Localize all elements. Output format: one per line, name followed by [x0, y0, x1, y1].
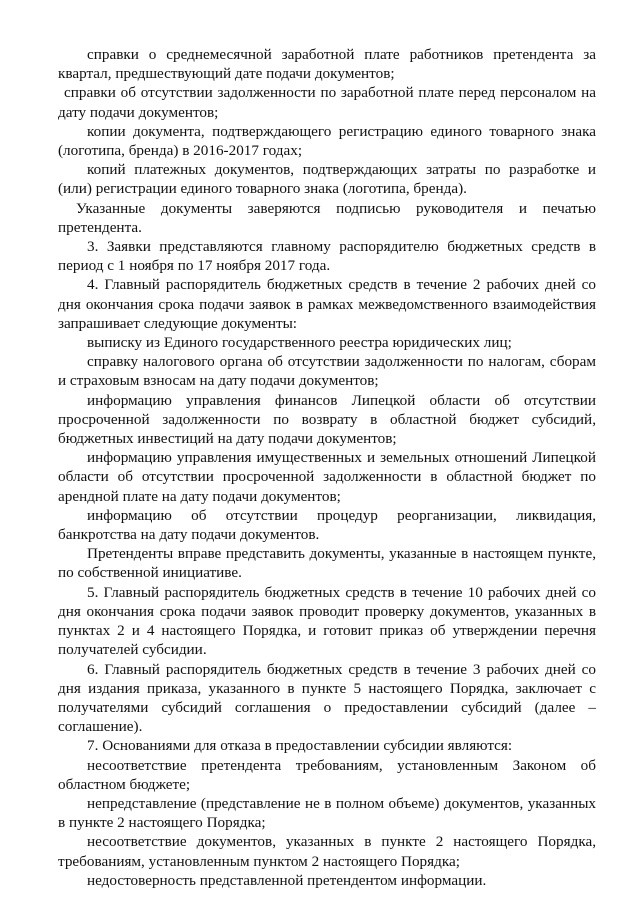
paragraph: несоответствие документов, указанных в пункте 2 настоящего Порядка, требованиям, установленным пунктом 2 настоящего Порядка; — [58, 833, 596, 870]
paragraph: справки об отсутствии задолженности по заработной плате перед персоналом на дату подачи документов; — [58, 84, 596, 121]
paragraph: Указанные документы заверяются подписью руководителя и печатью претендента. — [58, 199, 596, 236]
document-body — [58, 45, 596, 890]
paragraph: недостоверность представленной претендентом информации. — [87, 871, 487, 889]
paragraph: несоответствие претендента требованиям, установленным Законом об областном бюджете; — [58, 756, 596, 793]
paragraph: копии документа, подтверждающего регистрацию единого товарного знака (логотипа, бренда) в 2016-2017 годах; — [58, 122, 596, 160]
paragraph: справку налогового органа об отсутствии задолженности по налогам, сборам и страховым взносам на дату подачи документов; — [58, 353, 596, 390]
paragraph: копий платежных документов, подтверждающих затраты по разработке и (или) регистрации единого товарного знака (логотипа, бренда). — [58, 161, 596, 198]
paragraph: информацию управления финансов Липецкой области об отсутствии просроченной задолженности по возврату в областной бюджет субсидий, бюджетных инвестиций на дату подачи документов; — [58, 391, 596, 448]
paragraph: 3. Заявки представляются главному распорядителю бюджетных средств в период с 1 ноября по 17 ноября 2017 года. — [58, 238, 596, 275]
paragraph: информацию об отсутствии процедур реорганизации, ликвидация, банкротства на дату подачи документов. — [58, 506, 596, 544]
paragraph: выписку из Единого государственного реестра юридических лиц; — [87, 334, 512, 352]
paragraph: 6. Главный распорядитель бюджетных средств в течение 3 рабочих дней со дня издания приказа, указанного в пункте 5 настоящего Порядка, заключает с получателями субсидий соглашения о предоставлении субсидий (далее – соглашение). — [58, 660, 596, 736]
paragraph: 5. Главный распорядитель бюджетных средств в течение 10 рабочих дней со дня окончания срока подачи заявок проводит проверку документов, указанных в пунктах 2 и 4 настоящего Порядка, и готовит приказ об утверждении перечня получателей субсидии. — [58, 583, 596, 659]
paragraph: Претенденты вправе представить документы, указанные в настоящем пункте, по собственной инициативе. — [58, 545, 596, 582]
paragraph: 7. Основаниями для отказа в предоставлении субсидии являются: — [87, 737, 513, 755]
paragraph: 4. Главный распорядитель бюджетных средств в течение 2 рабочих дней со дня окончания срока подачи заявок в рамках межведомственного взаимодействия запрашивает следующие документы: — [58, 276, 596, 332]
paragraph: информацию управления имущественных и земельных отношений Липецкой области об отсутствии просроченной задолженности в областной бюджет по арендной плате на дату подачи документов; — [58, 449, 596, 505]
paragraph: справки о среднемесячной заработной плате работников претендента за квартал, предшествующий дате подачи документов; — [58, 46, 596, 83]
paragraph: непредставление (представление не в полном объеме) документов, указанных в пункте 2 настоящего Порядка; — [58, 794, 596, 832]
